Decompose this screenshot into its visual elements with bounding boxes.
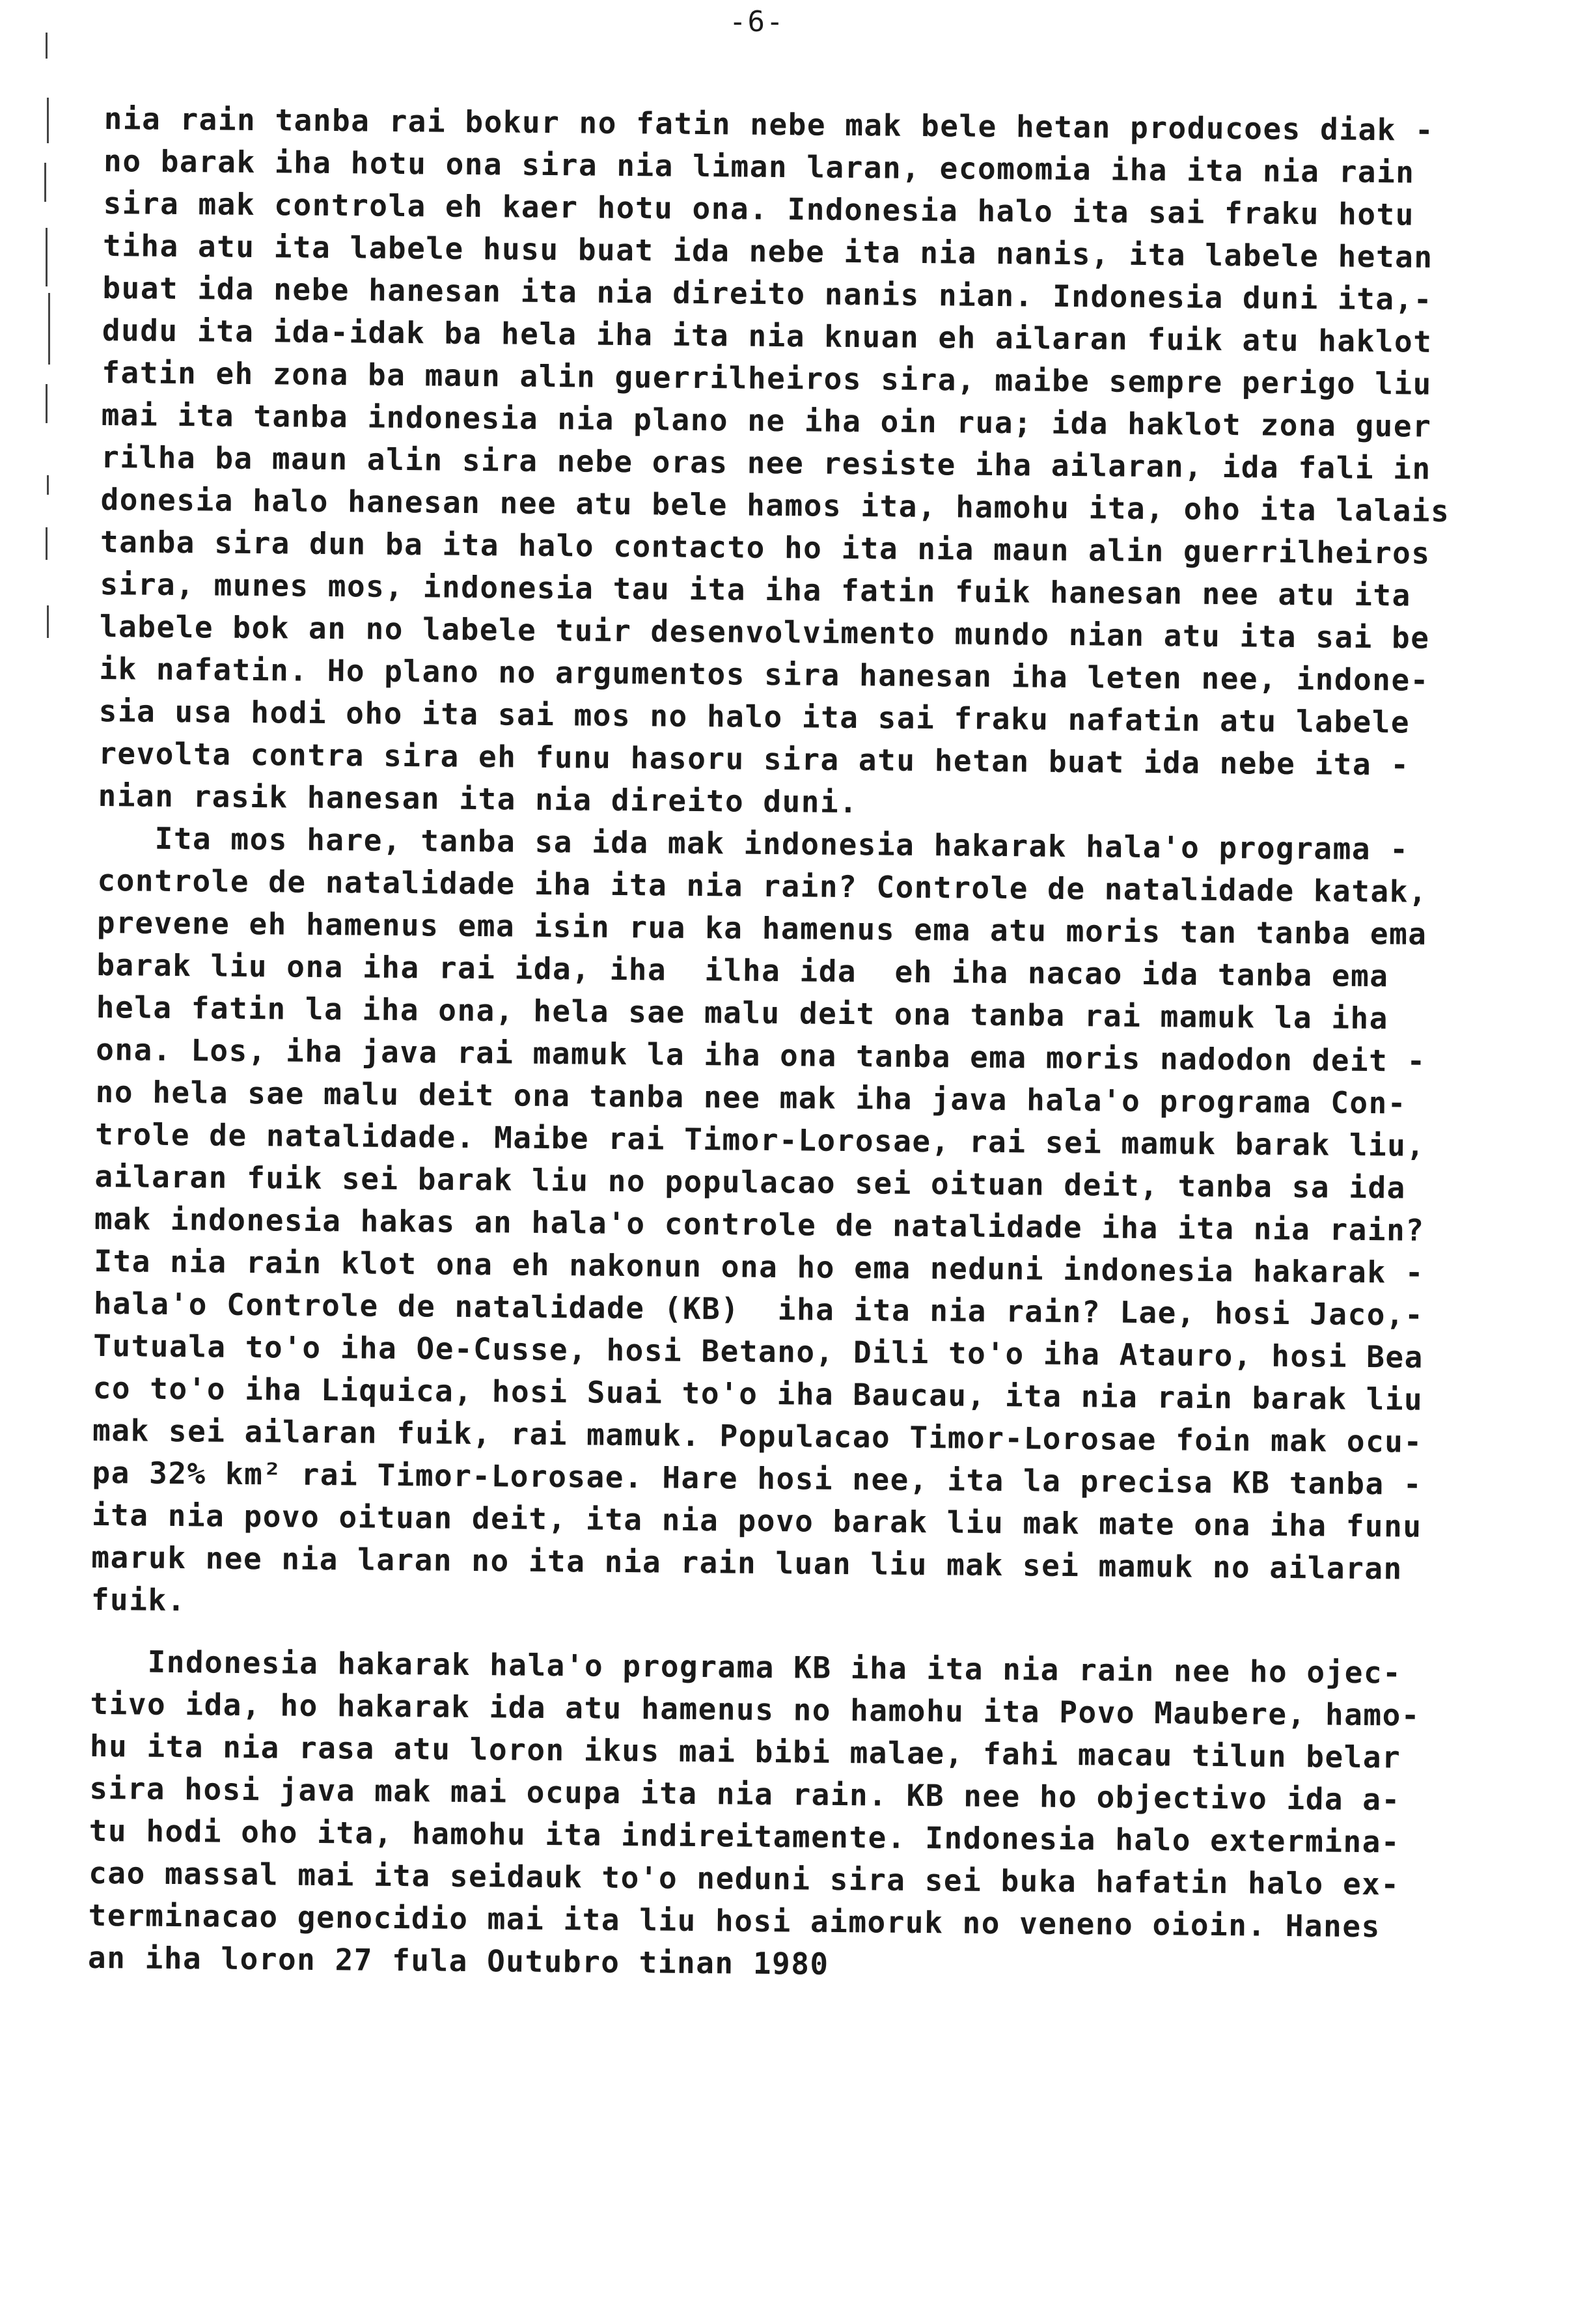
text-line: controle de natalidade iha ita nia rain? Controle de natalidade katak, — [97, 862, 1428, 909]
text-line: sira mak controla eh kaer hotu ona. Indonesia halo ita sai fraku hotu — [103, 185, 1415, 232]
text-line: tivo ida, ho hakarak ida atu hamenus no hamohu ita Povo Maubere, hamo- — [90, 1685, 1421, 1733]
text-line: ita nia povo oituan deit, ita nia povo barak liu mak mate ona iha funu — [91, 1497, 1422, 1544]
text-line: barak liu ona iha rai ida, iha ilha ida eh iha nacao ida tanba ema — [96, 947, 1389, 994]
text-line: nia rain tanba rai bokur no fatin nebe mak bele hetan producoes diak - — [103, 100, 1435, 148]
text-line: mai ita tanba indonesia nia plano ne iha oin rua; ida haklot zona guer — [101, 396, 1432, 444]
paragraph-1 — [98, 98, 1504, 829]
text-line: tiha atu ita labele husu buat ida nebe ita nia nanis, ita labele hetan — [102, 227, 1433, 275]
text-line: sira hosi java mak mai ocupa ita nia rain. KB nee ho objectivo ida a- — [89, 1770, 1401, 1818]
page-number: -6- — [729, 5, 785, 38]
text-line: terminacao genocidio mai ita liu hosi aimoruk no veneno oioin. Hanes — [88, 1897, 1381, 1944]
text-line: rilha ba maun alin sira nebe oras nee resiste iha ailaran, ida fali in — [100, 439, 1431, 486]
text-line: sia usa hodi oho ita sai mos no halo ita sai fraku nafatin atu labele — [98, 693, 1411, 740]
text-line: pa 32% km² rai Timor-Lorosae. Hare hosi nee, ita la precisa KB tanba - — [92, 1454, 1423, 1502]
text-line: sira, munes mos, indonesia tau ita iha fatin fuik hanesan nee atu ita — [100, 566, 1412, 613]
document-body — [88, 98, 1504, 1991]
text-line: buat ida nebe hanesan ita nia direito nanis nian. Indonesia duni ita,- — [102, 270, 1433, 317]
text-line: prevene eh hamenus ema isin rua ka hamenus ema atu moris tan tanba ema — [96, 904, 1427, 952]
text-line: tu hodi oho ita, hamohu ita indireitamente. Indonesia halo extermina- — [89, 1812, 1401, 1860]
text-line: ik nafatin. Ho plano no argumentos sira hanesan iha leten nee, indone- — [99, 650, 1430, 698]
text-line: Indonesia hakarak hala'o programa KB iha ita nia rain nee ho ojec- — [90, 1643, 1402, 1691]
text-line: cao massal mai ita seidauk to'o neduni sira sei buka hafatin halo ex- — [88, 1855, 1400, 1902]
text-line: Ita nia rain klot ona eh nakonun ona ho ema neduni indonesia hakarak - — [94, 1243, 1425, 1290]
text-line: ailaran fuik sei barak liu no populacao sei oituan deit, tanba sa ida — [94, 1158, 1407, 1206]
text-line: hu ita nia rasa atu loron ikus mai bibi malae, fahi macau tilun belar — [89, 1728, 1401, 1775]
text-line: mak indonesia hakas an hala'o controle de natalidade iha ita nia rain? — [94, 1200, 1425, 1248]
text-line: labele bok an no labele tuir desenvolvimento mundo nian atu ita sai be — [99, 608, 1430, 656]
paragraph-2 — [91, 817, 1498, 1633]
text-line: Tutuala to'o iha Oe-Cusse, hosi Betano, Dili to'o iha Atauro, hosi Bea — [93, 1327, 1424, 1375]
text-line: ona. Los, iha java rai mamuk la iha ona tanba ema moris nadodon deit - — [96, 1031, 1427, 1079]
text-line: Ita mos hare, tanba sa ida mak indonesia hakarak hala'o programa - — [97, 820, 1409, 867]
text-line: fuik. — [90, 1581, 187, 1618]
text-line: hela fatin la iha ona, hela sae malu deit ona tanba rai mamuk la iha — [96, 989, 1389, 1036]
text-line: an iha loron 27 fula Outubro tinan 1980 — [87, 1939, 829, 1982]
margin-scratch-marks — [39, 20, 65, 801]
text-line: nian rasik hanesan ita nia direito duni. — [98, 777, 859, 820]
text-line: revolta contra sira eh funu hasoru sira atu hetan buat ida nebe ita - — [98, 735, 1410, 782]
text-line: co to'o iha Liquica, hosi Suai to'o iha Baucau, ita nia rain barak liu — [92, 1370, 1424, 1417]
text-line: hala'o Controle de natalidade (KB) iha ita nia rain? Lae, hosi Jaco,- — [93, 1285, 1424, 1333]
text-line: fatin eh zona ba maun alin guerrilheiros sira, maibe sempre perigo liu — [102, 354, 1433, 402]
text-line: no hela sae malu deit ona tanba nee mak iha java hala'o programa Con- — [95, 1073, 1407, 1121]
text-line: no barak iha hotu ona sira nia liman laran, ecomomia iha ita nia rain — [103, 143, 1415, 190]
text-line: maruk nee nia laran no ita nia rain luan liu mak sei mamuk no ailaran — [91, 1539, 1403, 1586]
text-line: donesia halo hanesan nee atu bele hamos ita, hamohu ita, oho ita lalais — [100, 481, 1450, 529]
paragraph-3 — [88, 1640, 1490, 1991]
text-line: dudu ita ida-idak ba hela iha ita nia knuan eh ailaran fuik atu haklot — [102, 312, 1433, 359]
text-line: trole de natalidade. Maibe rai Timor-Lorosae, rai sei mamuk barak liu, — [94, 1116, 1425, 1163]
text-line: mak sei ailaran fuik, rai mamuk. Populacao Timor-Lorosae foin mak ocu- — [92, 1412, 1423, 1459]
text-line: tanba sira dun ba ita halo contacto ho ita nia maun alin guerrilheiros — [100, 523, 1431, 571]
